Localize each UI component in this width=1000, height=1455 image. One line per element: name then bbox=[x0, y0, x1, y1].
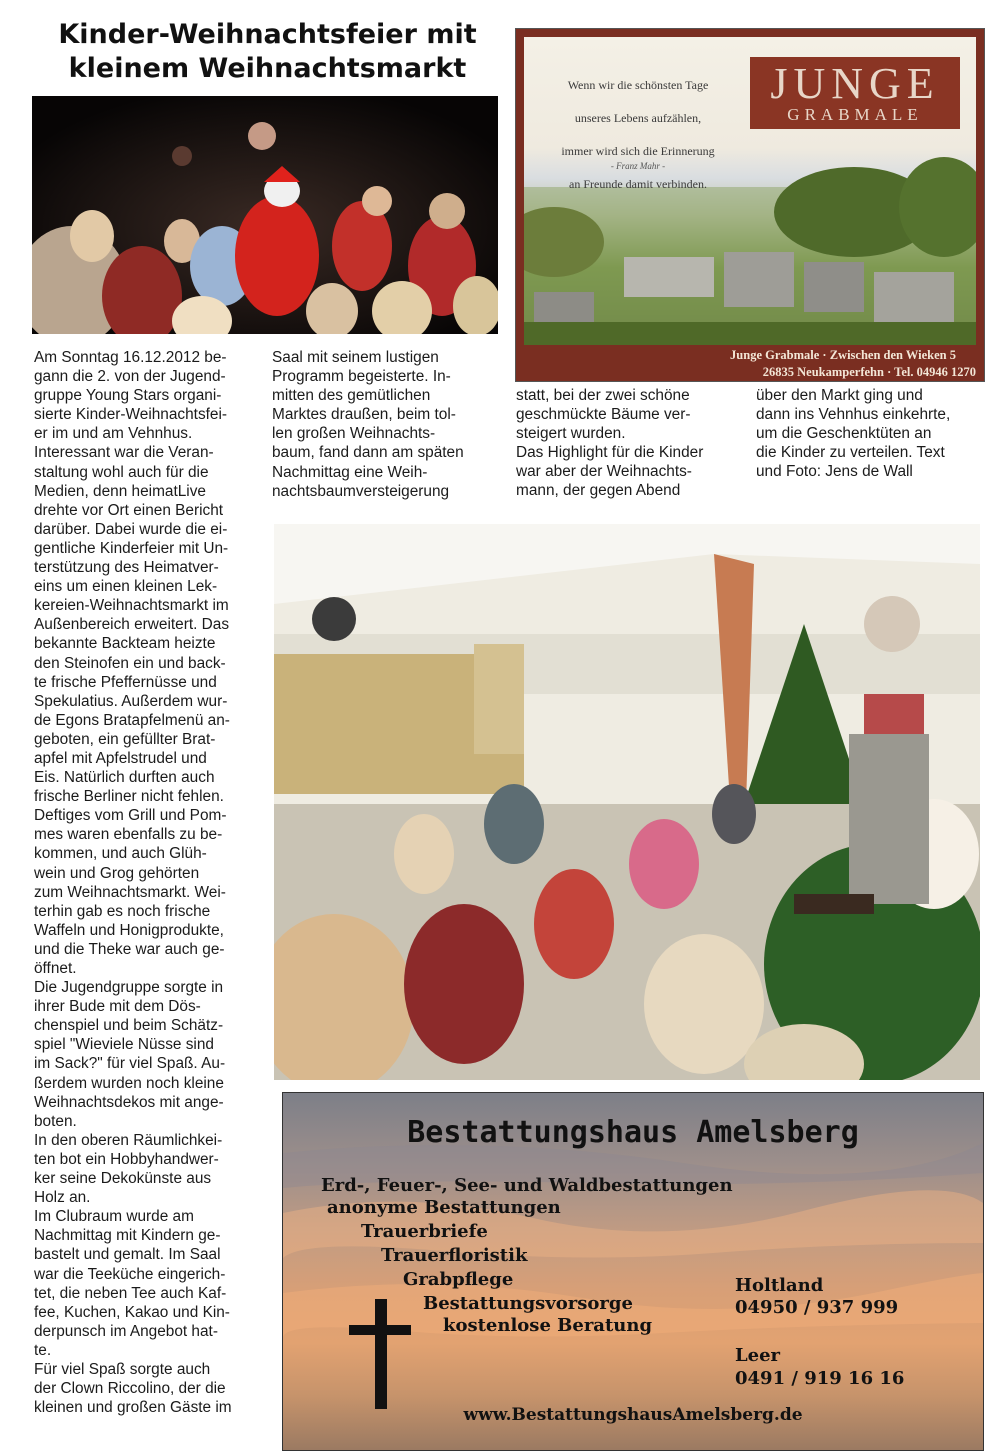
col4-text bbox=[756, 386, 982, 481]
text-line: und Foto: Jens de Wall bbox=[756, 463, 913, 481]
text-line: eins um einen kleinen Lek- bbox=[34, 578, 218, 596]
text-line: wein und Grog gehörten bbox=[34, 864, 200, 882]
ad-junge-quote-author: - Franz Mahr - bbox=[610, 161, 666, 171]
text-line: drehte vor Ort einen Bericht bbox=[34, 501, 224, 519]
text-line: ker seine Dekokünste aus bbox=[34, 1170, 212, 1188]
text-line: terhin gab es noch frische bbox=[34, 902, 211, 920]
text-line: gentliche Kinderfeier mit Un- bbox=[34, 539, 229, 557]
text-line: Spekulatius. Außerdem wur- bbox=[34, 692, 228, 710]
article-column-4 bbox=[756, 386, 982, 481]
service-item: Bestattungsvorsorge bbox=[423, 1293, 633, 1314]
text-line: ten bot ein Hobbyhandwer- bbox=[34, 1150, 219, 1168]
service-item: Trauerbriefe bbox=[361, 1221, 488, 1242]
text-line: kleinen und großen Gäste im bbox=[34, 1399, 232, 1417]
text-line: an Freunde damit verbinden. bbox=[569, 177, 707, 191]
text-line: geboten, ein gefüllter Brat- bbox=[34, 730, 216, 748]
service-item: Trauerfloristik bbox=[381, 1245, 528, 1266]
text-line: öffnet. bbox=[34, 960, 77, 977]
ad-junge-phone: 26835 Neukamperfehn · Tel. 04946 1270 bbox=[762, 365, 976, 379]
text-line: war aber der Weihnachts- bbox=[516, 463, 692, 481]
text-line: Holz an. bbox=[34, 1189, 91, 1207]
col3-text bbox=[516, 386, 742, 501]
text-line: der Clown Riccolino, der die bbox=[34, 1380, 226, 1398]
phone-holtland: 04950 / 937 999 bbox=[735, 1297, 899, 1318]
text-line: staltung wohl auch für die bbox=[34, 463, 209, 481]
text-line: boten. bbox=[34, 1112, 77, 1130]
junge-logo-sub: GRABMALE bbox=[787, 105, 923, 124]
text-line: den Steinofen ein und back- bbox=[34, 654, 226, 672]
cross-icon-bar bbox=[349, 1325, 411, 1335]
ad-junge-image bbox=[524, 37, 976, 345]
service-item: anonyme Bestattungen bbox=[327, 1197, 561, 1218]
text-line: spiel "Wieviele Nüsse sind bbox=[34, 1036, 214, 1054]
text-line: bastelt und gemalt. Im Saal bbox=[34, 1246, 221, 1264]
text-line: Am Sonntag 16.12.2012 be- bbox=[34, 349, 227, 366]
text-line: derpunsch im Angebot hat- bbox=[34, 1322, 218, 1340]
text-line: te. bbox=[34, 1341, 52, 1359]
text-line: Wenn wir die schönsten Tage bbox=[567, 78, 709, 92]
junge-logo-main: JUNGE bbox=[770, 59, 940, 108]
text-line: über den Markt ging und bbox=[756, 387, 923, 404]
text-line: Nachmittag mit Kindern ge- bbox=[34, 1227, 221, 1245]
text-line: baum, fand dann am späten bbox=[272, 444, 464, 462]
col2-text bbox=[272, 348, 500, 501]
text-line: er im und am Vehnhus. bbox=[34, 425, 193, 443]
article-column-3 bbox=[516, 386, 742, 501]
text-line: fee, Kuchen, Kakao und Kin- bbox=[34, 1303, 230, 1321]
text-line: unseres Lebens aufzählen, bbox=[574, 111, 702, 125]
text-line: ihrer Bude mit dem Dös- bbox=[34, 998, 201, 1016]
text-line: kommen, und auch Glüh- bbox=[34, 845, 207, 863]
text-line: Waffeln und Honigprodukte, bbox=[34, 921, 224, 939]
text-line: darüber. Dabei wurde die ei- bbox=[34, 520, 228, 538]
junge-logo bbox=[750, 57, 960, 129]
text-line: Programm begeisterte. In- bbox=[272, 368, 451, 386]
text-line: die Kinder zu verteilen. Text bbox=[756, 444, 945, 462]
text-line: tet, die neben Tee auch Kaf- bbox=[34, 1284, 227, 1302]
ad-junge-footer bbox=[516, 345, 984, 381]
text-line: Weihnachtsdekos mit ange- bbox=[34, 1093, 224, 1111]
ad-junge-grabmale bbox=[515, 28, 985, 382]
headline-line-1: Kinder-Weihnachtsfeier mit bbox=[58, 19, 477, 50]
text-line: Medien, denn heimatLive bbox=[34, 482, 206, 500]
service-item: Grabpflege bbox=[403, 1269, 514, 1290]
text-line: len großen Weihnachts- bbox=[272, 425, 436, 443]
article-column-1 bbox=[34, 348, 258, 1417]
text-line: Das Highlight für die Kinder bbox=[516, 444, 704, 462]
text-line: Marktes draußen, beim tol- bbox=[272, 406, 456, 424]
text-line: steigert wurden. bbox=[516, 425, 626, 443]
text-line: im Sack?" für viel Spaß. Au- bbox=[34, 1055, 226, 1073]
phone-leer: 0491 / 919 16 16 bbox=[735, 1368, 905, 1389]
text-line: mitten des gemütlichen bbox=[272, 387, 431, 405]
cross-icon bbox=[375, 1299, 387, 1409]
text-line: und die Theke war auch ge- bbox=[34, 940, 225, 958]
headline-line-2: kleinem Weihnachtsmarkt bbox=[68, 53, 467, 84]
text-line: mann, der gegen Abend bbox=[516, 482, 681, 500]
text-line: frische Berliner nicht fehlen. bbox=[34, 788, 224, 806]
text-line: immer wird sich die Erinnerung bbox=[561, 144, 715, 158]
photo-clown-hall bbox=[274, 524, 980, 1080]
ad-bestattungshaus-amelsberg bbox=[282, 1092, 984, 1451]
text-line: In den oberen Räumlichkei- bbox=[34, 1131, 223, 1149]
text-line: geschmückte Bäume ver- bbox=[516, 406, 691, 424]
text-line: sierte Kinder-Weihnachtsfei- bbox=[34, 406, 228, 424]
text-line: mes waren ebenfalls zu be- bbox=[34, 826, 223, 844]
service-item: Erd-, Feuer-, See- und Waldbestattungen bbox=[321, 1175, 733, 1196]
text-line: dann ins Vehnhus einkehrte, bbox=[756, 406, 951, 424]
text-line: ßerdem wurden noch kleine bbox=[34, 1074, 224, 1092]
text-line: Im Clubraum wurde am bbox=[34, 1208, 194, 1226]
text-line: de Egons Bratapfelmenü an- bbox=[34, 711, 230, 729]
text-line: gruppe Young Stars organi- bbox=[34, 387, 222, 405]
ad-amelsberg-website: www.BestattungshausAmelsberg.de bbox=[463, 1405, 803, 1425]
text-line: kereien-Weihnachtsmarkt im bbox=[34, 597, 229, 615]
ad-junge-quote bbox=[532, 63, 744, 207]
text-line: nachtsbaumversteigerung bbox=[272, 482, 450, 500]
text-line: gann die 2. von der Jugend- bbox=[34, 368, 226, 386]
location-holtland: Holtland bbox=[735, 1275, 824, 1296]
text-line: Saal mit seinem lustigen bbox=[272, 349, 439, 366]
text-line: apfel mit Apfelstrudel und bbox=[34, 749, 207, 767]
photo-clown-with-children bbox=[274, 524, 980, 1080]
photo-santa-children bbox=[32, 96, 498, 334]
text-line: te frische Pfeffernüsse und bbox=[34, 673, 217, 691]
text-line: um die Geschenktüten an bbox=[756, 425, 932, 443]
location-leer: Leer bbox=[735, 1345, 781, 1366]
text-line: chenspiel und beim Schätz- bbox=[34, 1017, 224, 1035]
text-line: Interessant war die Veran- bbox=[34, 444, 214, 462]
service-item: kostenlose Beratung bbox=[443, 1315, 653, 1336]
ad-amelsberg-title: Bestattungshaus Amelsberg bbox=[407, 1115, 859, 1150]
text-line: Eis. Natürlich durften auch bbox=[34, 769, 215, 787]
text-line: statt, bei der zwei schöne bbox=[516, 387, 690, 404]
text-line: Die Jugendgruppe sorgte in bbox=[34, 979, 224, 997]
ad-junge-address: Junge Grabmale · Zwischen den Wieken 5 bbox=[730, 348, 956, 362]
text-line: war die Teeküche eingerich- bbox=[34, 1265, 226, 1283]
text-line: terstützung des Heimatver- bbox=[34, 559, 219, 577]
article-column-2 bbox=[272, 348, 500, 501]
col1-text bbox=[34, 348, 258, 1417]
text-line: bekannte Backteam heizte bbox=[34, 635, 216, 653]
text-line: Für viel Spaß sorgte auch bbox=[34, 1360, 211, 1378]
text-line: Außenbereich erweitert. Das bbox=[34, 616, 230, 634]
text-line: Deftiges vom Grill und Pom- bbox=[34, 807, 227, 825]
article-headline bbox=[40, 18, 495, 86]
text-line: Nachmittag eine Weih- bbox=[272, 463, 428, 481]
photo-christmas-party-night bbox=[32, 96, 498, 334]
text-line: zum Weihnachtsmarkt. Wei- bbox=[34, 883, 226, 901]
